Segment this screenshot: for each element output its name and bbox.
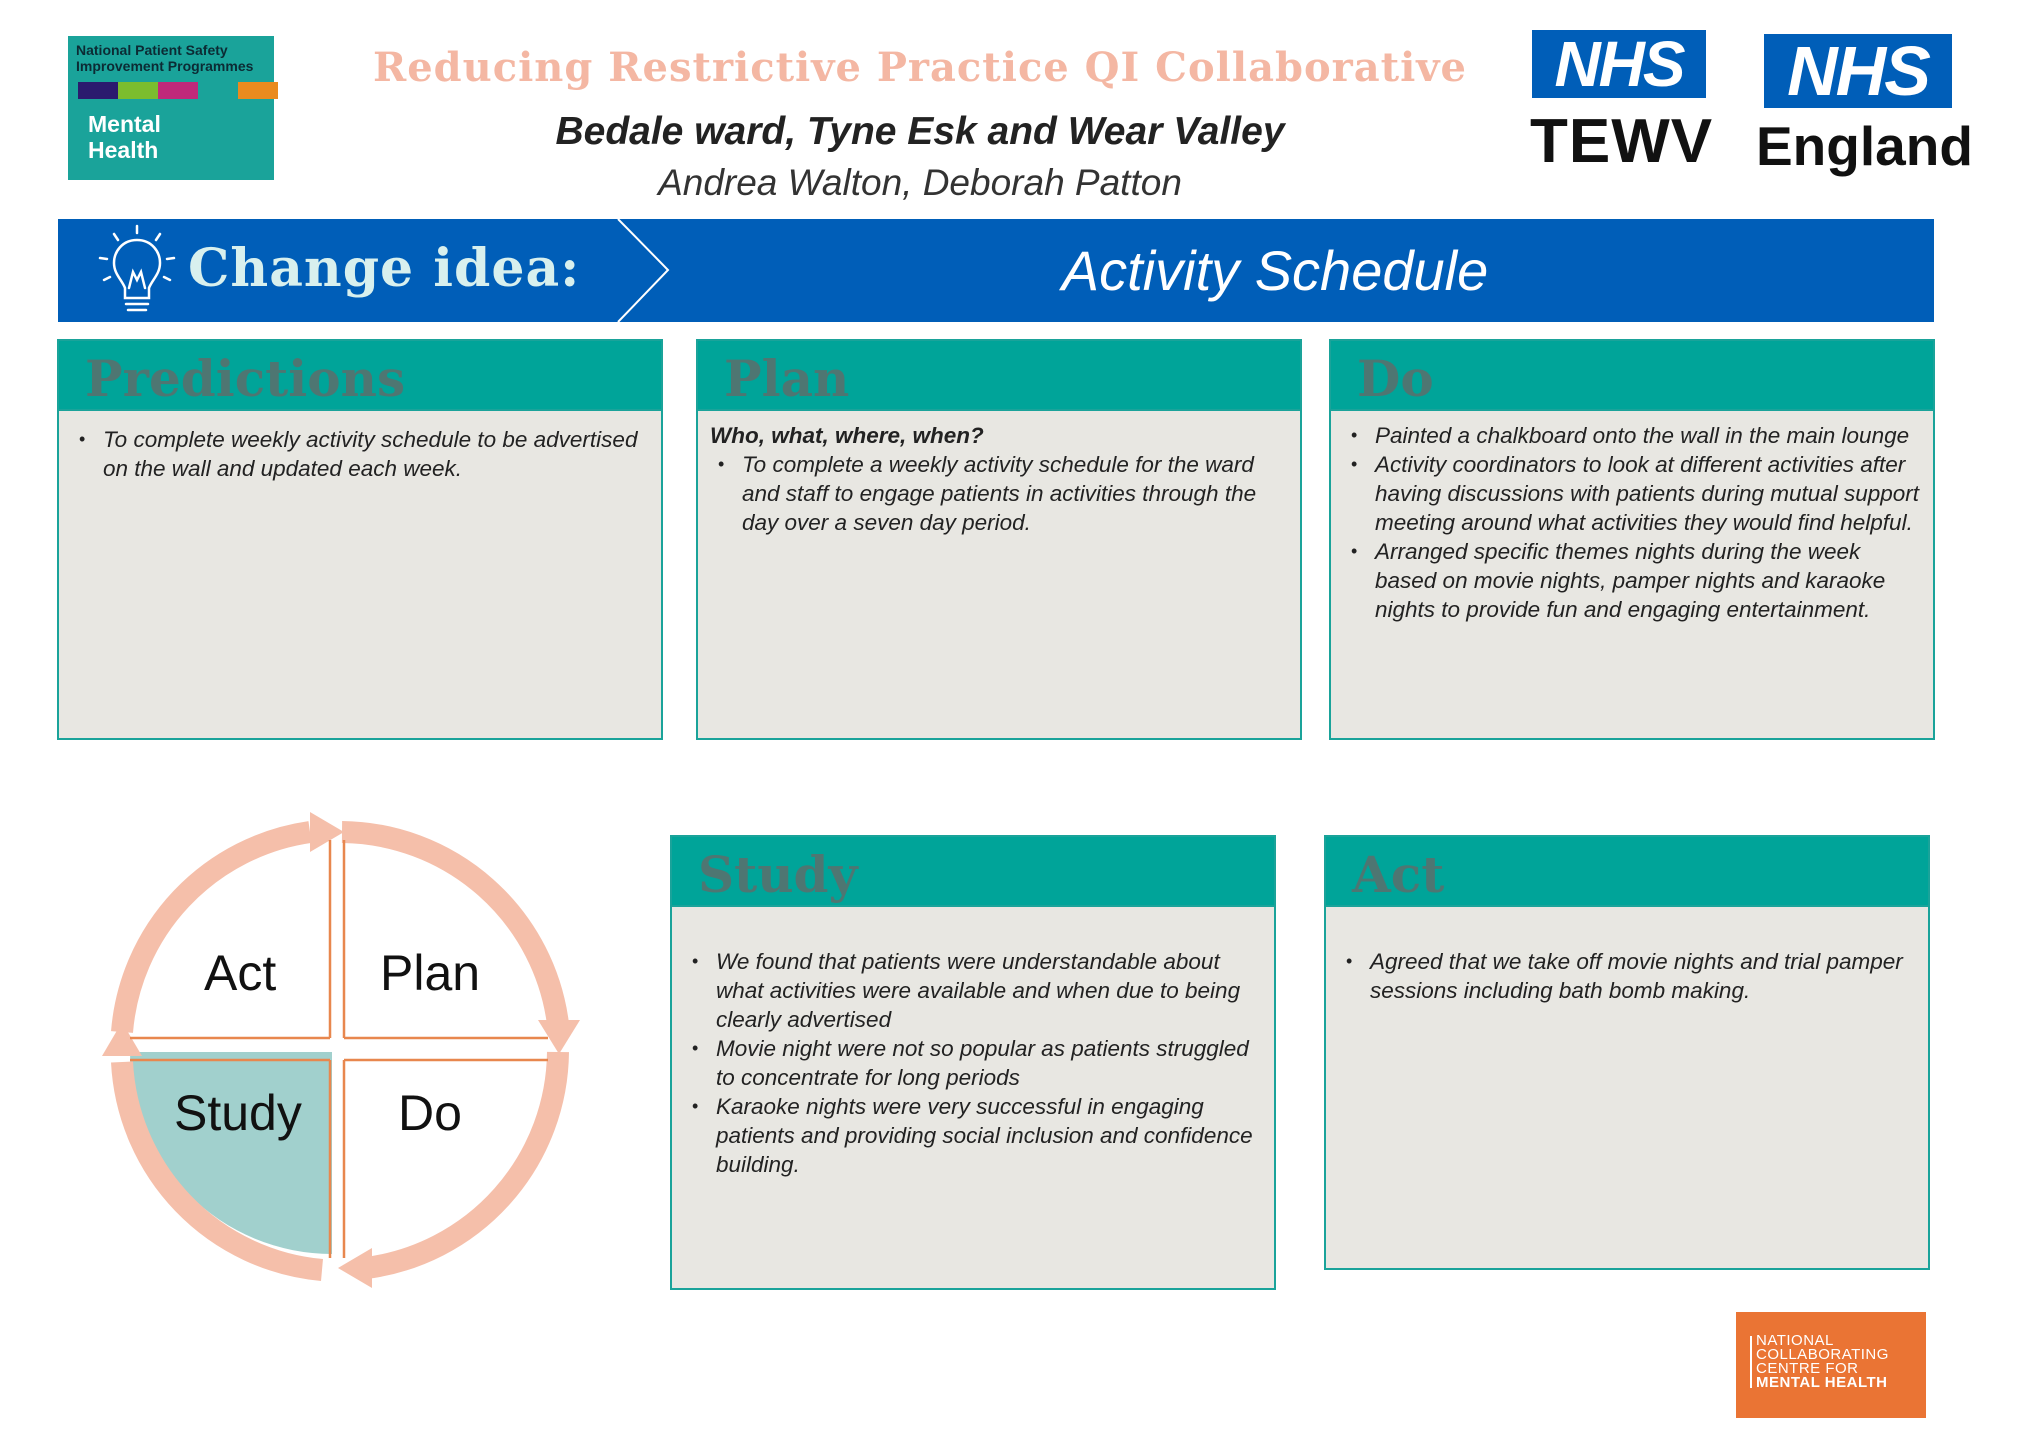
study-panel [670, 835, 1276, 1290]
logo-programme-text: National Patient Safety Improvement Programmes [76, 42, 254, 74]
study-header [672, 837, 1274, 907]
logo-bar [238, 82, 278, 99]
study-body [672, 907, 1274, 1288]
nccmh-logo [1736, 1312, 1926, 1418]
predictions-header [59, 341, 661, 411]
logo-mental-health-text: Mental Health [88, 111, 161, 163]
list-item: • We found that patients were understandable about what activities were available and when due to being clearly advertised [684, 947, 1264, 1034]
list-item: • Activity coordinators to look at different activities after having discussions with patients during mutual support meeting around what activities they would find helpful. [1343, 450, 1923, 537]
study-quadrant [130, 1052, 332, 1254]
arrow-head [310, 812, 344, 852]
poster-authors: Andrea Walton, Deborah Patton [658, 162, 1182, 203]
nhs-tewv-logo-name: TEWV [1530, 107, 1714, 176]
logo-bar [158, 82, 198, 99]
nhs-england-logo-name: England [1756, 115, 1973, 177]
poster-subtitle: Bedale ward, Tyne Esk and Wear Valley [555, 110, 1285, 153]
plan-body [698, 411, 1300, 738]
cycle-label-study: Study [174, 1085, 302, 1141]
plan-question: Who, what, where, when? [710, 423, 984, 448]
predictions-title: Predictions [85, 349, 406, 408]
study-title: Study [698, 845, 858, 904]
nccmh-line1: NATIONAL [1756, 1332, 1834, 1349]
cycle-label-do: Do [398, 1085, 462, 1141]
nhs-tewv-logo-mark: NHS [1532, 30, 1706, 98]
do-title: Do [1357, 349, 1434, 408]
cycle-label-act: Act [204, 945, 277, 1001]
act-body [1326, 907, 1928, 1268]
act-panel [1324, 835, 1930, 1270]
act-header [1326, 837, 1928, 907]
cycle-arc-top-left [122, 832, 310, 1032]
cycle-label-plan: Plan [380, 945, 481, 1001]
plan-panel [696, 339, 1302, 740]
do-body [1331, 411, 1933, 738]
nccmh-line2: COLLABORATING [1756, 1346, 1889, 1363]
logo-bar [78, 82, 118, 99]
nccmh-line3: CENTRE FOR [1756, 1360, 1859, 1377]
plan-title: Plan [724, 349, 850, 408]
do-panel [1329, 339, 1935, 740]
nhs-england-logo-mark: NHS [1764, 34, 1952, 108]
list-item: • To complete a weekly activity schedule for the ward and staff to engage patients in activities through the day over a seven day period. [710, 450, 1290, 537]
cycle-arc-bottom-right [366, 1052, 558, 1268]
plan-header [698, 341, 1300, 411]
change-idea-value: Activity Schedule [1061, 239, 1489, 302]
do-header [1331, 341, 1933, 411]
nccmh-divider [1750, 1336, 1752, 1388]
logo-color-bars [78, 82, 268, 99]
logo-bar [118, 82, 158, 99]
nccmh-line4: MENTAL HEALTH [1756, 1374, 1888, 1391]
predictions-panel [57, 339, 663, 740]
lightbulb-icon [92, 222, 182, 320]
predictions-body [59, 411, 661, 738]
list-item: • Painted a chalkboard onto the wall in the main lounge [1343, 421, 1923, 450]
change-idea-label: Change idea: [188, 238, 581, 299]
poster-title: Reducing Restrictive Practice QI Collaborative [372, 44, 1467, 91]
mental-health-logo [68, 36, 274, 180]
list-item: • Karaoke nights were very successful in engaging patients and providing social inclusion and confidence building. [684, 1092, 1264, 1179]
list-item: • Movie night were not so popular as patients struggled to concentrate for long periods [684, 1034, 1264, 1092]
list-item: • To complete weekly activity schedule to be advertised on the wall and updated each week. [71, 425, 651, 483]
list-item: • Arranged specific themes nights during the week based on movie nights, pamper nights and karaoke nights to provide fun and engaging entertainment. [1343, 537, 1923, 624]
act-title: Act [1352, 845, 1445, 904]
pdsa-cycle-diagram [100, 810, 580, 1290]
list-item: • Agreed that we take off movie nights and trial pamper sessions including bath bomb making. [1338, 947, 1918, 1005]
